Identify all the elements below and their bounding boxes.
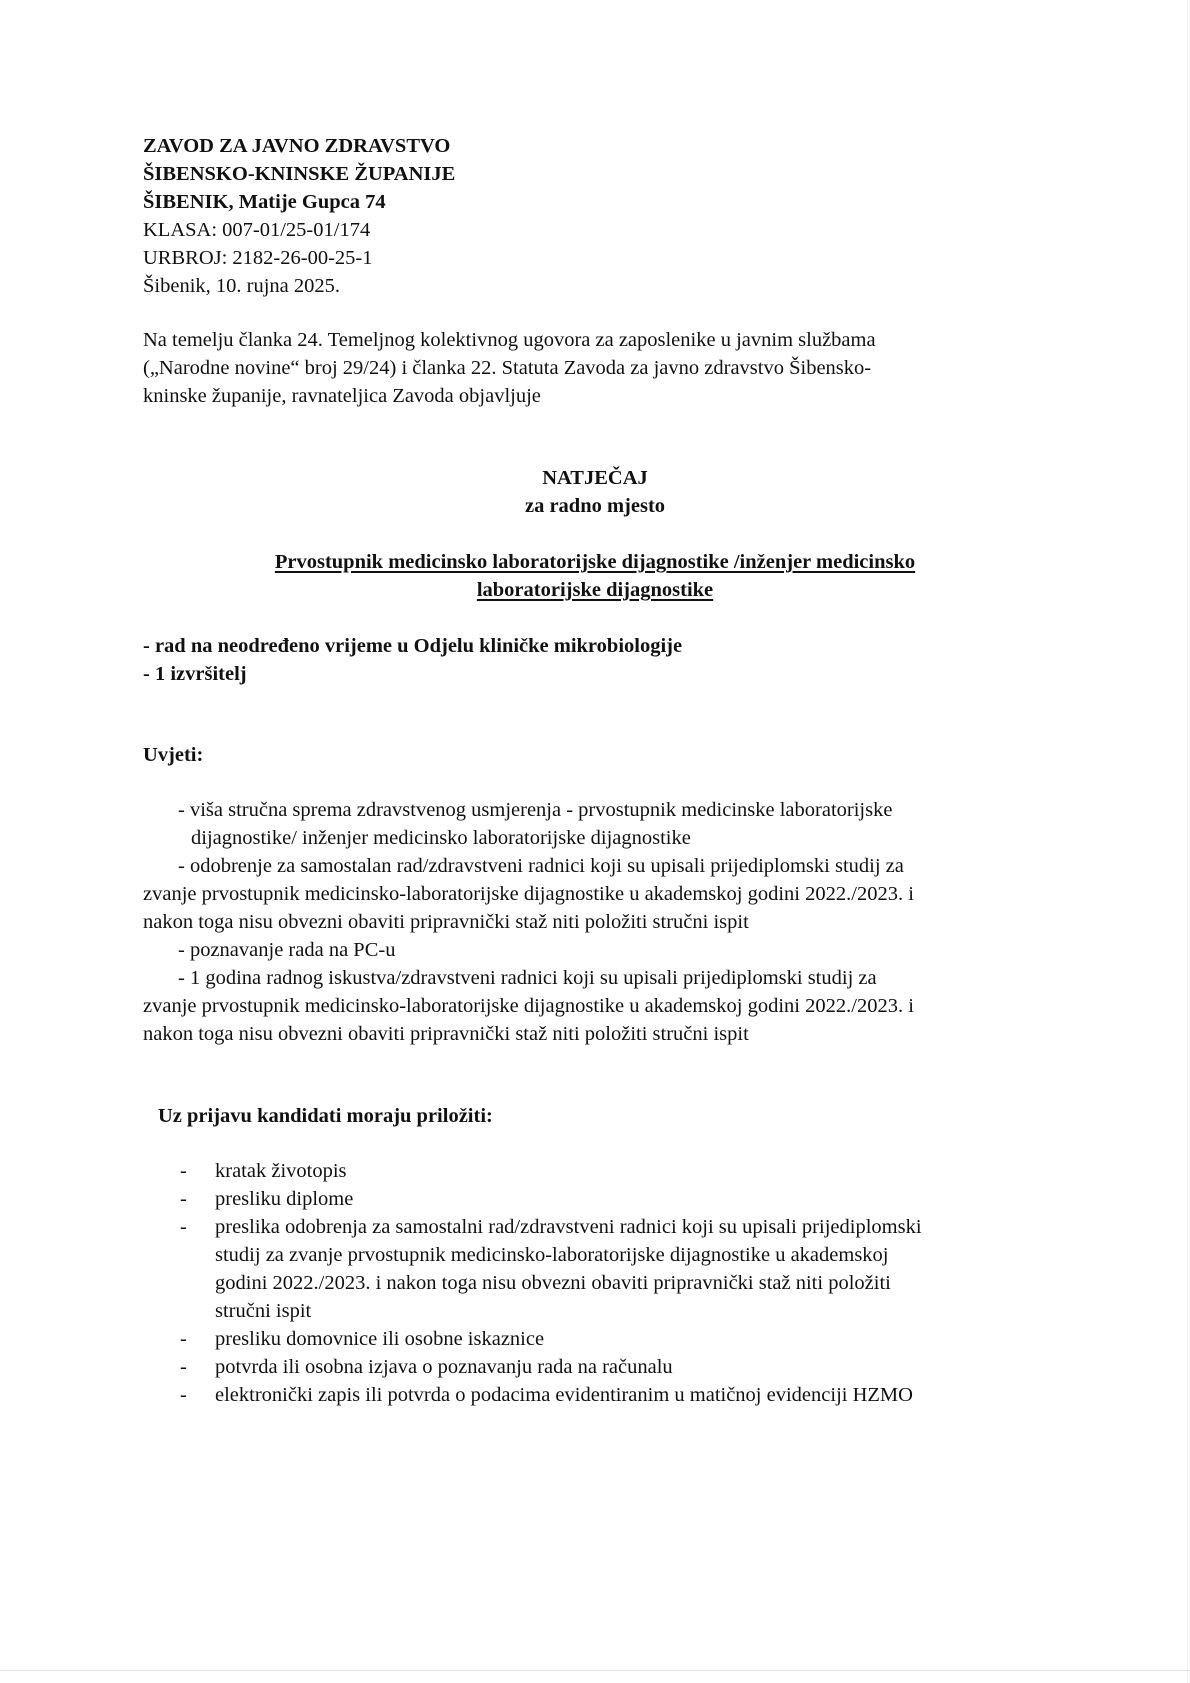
institution-address: ŠIBENIK, Matije Gupca 74 [143,191,386,213]
conditions-heading: Uvjeti: [143,744,204,766]
term-executors-count: - 1 izvršitelj [143,663,247,685]
attachment-item-3: preslika odobrenja za samostalni rad/zdravstveni radnici koji su upisali prijediplomski [215,1216,922,1238]
attachment-item-5: potvrda ili osobna izjava o poznavanju rada na računalu [215,1356,673,1378]
condition-item-2-cont1: zvanje prvostupnik medicinsko-laboratorijske dijagnostike u akademskoj godini 2022./2023. i [143,883,914,905]
condition-item-1-cont: dijagnostike/ inženjer medicinsko laboratorijske dijagnostike [191,827,691,849]
attachment-item-2: presliku diplome [215,1188,354,1210]
list-dash: - [180,1356,187,1378]
condition-item-1: - viša stručna sprema zdravstvenog usmjerenja - prvostupnik medicinske laboratorijske [178,799,893,821]
list-dash: - [180,1328,187,1350]
document-title: NATJEČAJ [542,467,648,489]
condition-item-3: - poznavanje rada na PC-u [178,939,396,961]
list-dash: - [180,1188,187,1210]
attachment-item-4: presliku domovnice ili osobne iskaznice [215,1328,545,1350]
attachment-item-3-cont2: godini 2022./2023. i nakon toga nisu obvezni obaviti pripravnički staž niti položiti [215,1272,891,1294]
intro-line-2: („Narodne novine“ broj 29/24) i članka 22. Statuta Zavoda za javno zdravstvo Šibensko- [143,357,872,379]
attachment-item-6: elektronički zapis ili potvrda o podacima evidentiranim u matičnoj evidenciji HZMO [215,1384,913,1406]
attachment-item-1: kratak životopis [215,1160,347,1182]
condition-item-2-cont2: nakon toga nisu obvezni obaviti pripravnički staž niti položiti stručni ispit [143,911,749,933]
list-dash: - [180,1216,187,1238]
attachment-item-3-cont3: stručni ispit [215,1300,312,1322]
term-employment-type: - rad na neodređeno vrijeme u Odjelu kliničke mikrobiologije [143,635,683,657]
institution-name-line1: ZAVOD ZA JAVNO ZDRAVSTVO [143,135,451,157]
position-title-line1: Prvostupnik medicinsko laboratorijske dijagnostike /inženjer medicinsko [274,551,916,573]
document-date: Šibenik, 10. rujna 2025. [143,275,341,297]
condition-item-2: - odobrenje za samostalan rad/zdravstveni radnici koji su upisali prijediplomski studij za [178,855,904,877]
klasa-number: KLASA: 007-01/25-01/174 [143,219,371,241]
attachment-item-3-cont1: studij za zvanje prvostupnik medicinsko-laboratorijske dijagnostike u akademskoj [215,1244,889,1266]
intro-line-1: Na temelju članka 24. Temeljnog kolektivnog ugovora za zaposlenike u javnim službama [143,329,876,351]
attachments-heading: Uz prijavu kandidati moraju priložiti: [158,1105,493,1127]
condition-item-4-cont2: nakon toga nisu obvezni obaviti pripravnički staž niti položiti stručni ispit [143,1023,749,1045]
condition-item-4: - 1 godina radnog iskustva/zdravstveni radnici koji su upisali prijediplomski studij za [178,967,877,989]
urbroj-number: URBROJ: 2182-26-00-25-1 [143,247,373,269]
condition-item-4-cont1: zvanje prvostupnik medicinsko-laboratorijske dijagnostike u akademskoj godini 2022./2023. i [143,995,914,1017]
intro-line-3: kninske županije, ravnateljica Zavoda objavljuje [143,385,541,407]
list-dash: - [180,1160,187,1182]
institution-name-line2: ŠIBENSKO-KNINSKE ŽUPANIJE [143,163,456,185]
document-subtitle: za radno mjesto [524,495,666,517]
position-title-line2: laboratorijske dijagnostike [476,579,714,601]
scan-bottom-edge [0,1670,1190,1671]
scan-right-edge [1187,0,1188,1683]
list-dash: - [180,1384,187,1406]
